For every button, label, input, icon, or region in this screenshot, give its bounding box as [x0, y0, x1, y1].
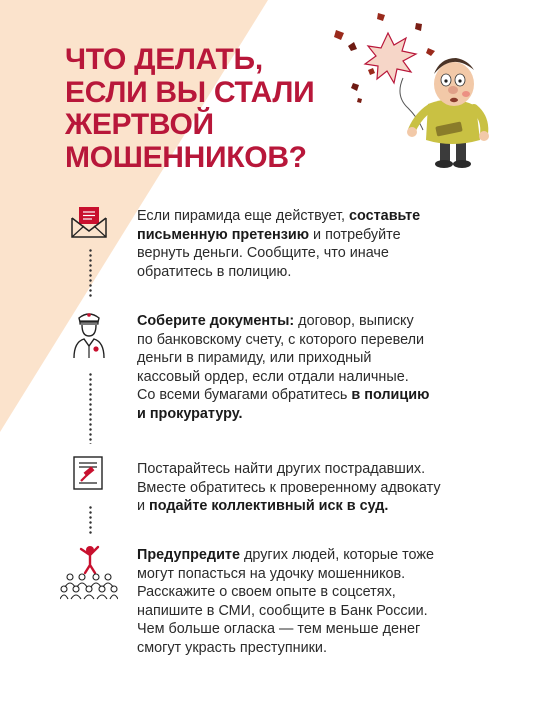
text-line: могут попасться на удочку мошенников. — [137, 565, 406, 582]
text-line: Соберите документы: договор, выписку — [137, 313, 414, 329]
text-line: Расскажите о своем опыте в соцсетях, — [137, 584, 396, 601]
text-line: и прокуратуру. — [137, 405, 243, 422]
dotted-connector — [89, 248, 92, 298]
step-3-text — [137, 460, 482, 516]
text-line: Со всеми бумагами обратитесь в полицию — [137, 387, 430, 404]
court-gavel-document-icon — [72, 455, 108, 493]
text-line: смогут украсть преступники. — [137, 639, 327, 656]
title-line-1: ЧТО ДЕЛАТЬ, — [65, 43, 263, 76]
text-line: вернуть деньги. Сообщите, что иначе — [137, 245, 389, 262]
text-line: Чем больше огласка — тем меньше денег — [137, 621, 421, 638]
dotted-connector — [89, 372, 92, 444]
title-line-4: МОШЕННИКОВ? — [65, 140, 307, 174]
dotted-connector — [89, 505, 92, 535]
step-2-text — [137, 312, 482, 424]
envelope-letter-icon — [70, 205, 108, 239]
text-line: Вместе обратитесь к проверенному адвокату — [137, 479, 441, 496]
title-line-2: ЕСЛИ ВЫ СТАЛИ — [65, 75, 315, 109]
text-line: письменную претензию и потребуйте — [137, 226, 401, 243]
police-officer-icon — [70, 308, 108, 360]
text-line: деньги в пирамиду, или приходный — [137, 350, 372, 367]
title-line-3: ЖЕРТВОЙ — [65, 108, 214, 141]
scammed-man-illustration — [328, 8, 498, 173]
text-line: Предупредите других людей, которые тоже — [137, 547, 435, 563]
text-line: по банковскому счету, с которого перевели — [137, 331, 425, 348]
text-line: Постарайтесь найти других пострадавших. — [137, 461, 426, 477]
text-line: обратитесь в полицию. — [137, 263, 292, 280]
warning-crowd-icon — [60, 543, 118, 601]
page-title — [65, 44, 314, 174]
text-line: и подайте коллективный иск в суд. — [137, 498, 389, 515]
text-line: напишите в СМИ, сообщите в Банк России. — [137, 602, 428, 619]
step-1-text — [137, 207, 482, 281]
text-line: Если пирамида еще действует, составьте — [137, 208, 421, 224]
text-line: кассовый ордер, если отдали наличные. — [137, 368, 409, 385]
step-4-text — [137, 546, 482, 658]
